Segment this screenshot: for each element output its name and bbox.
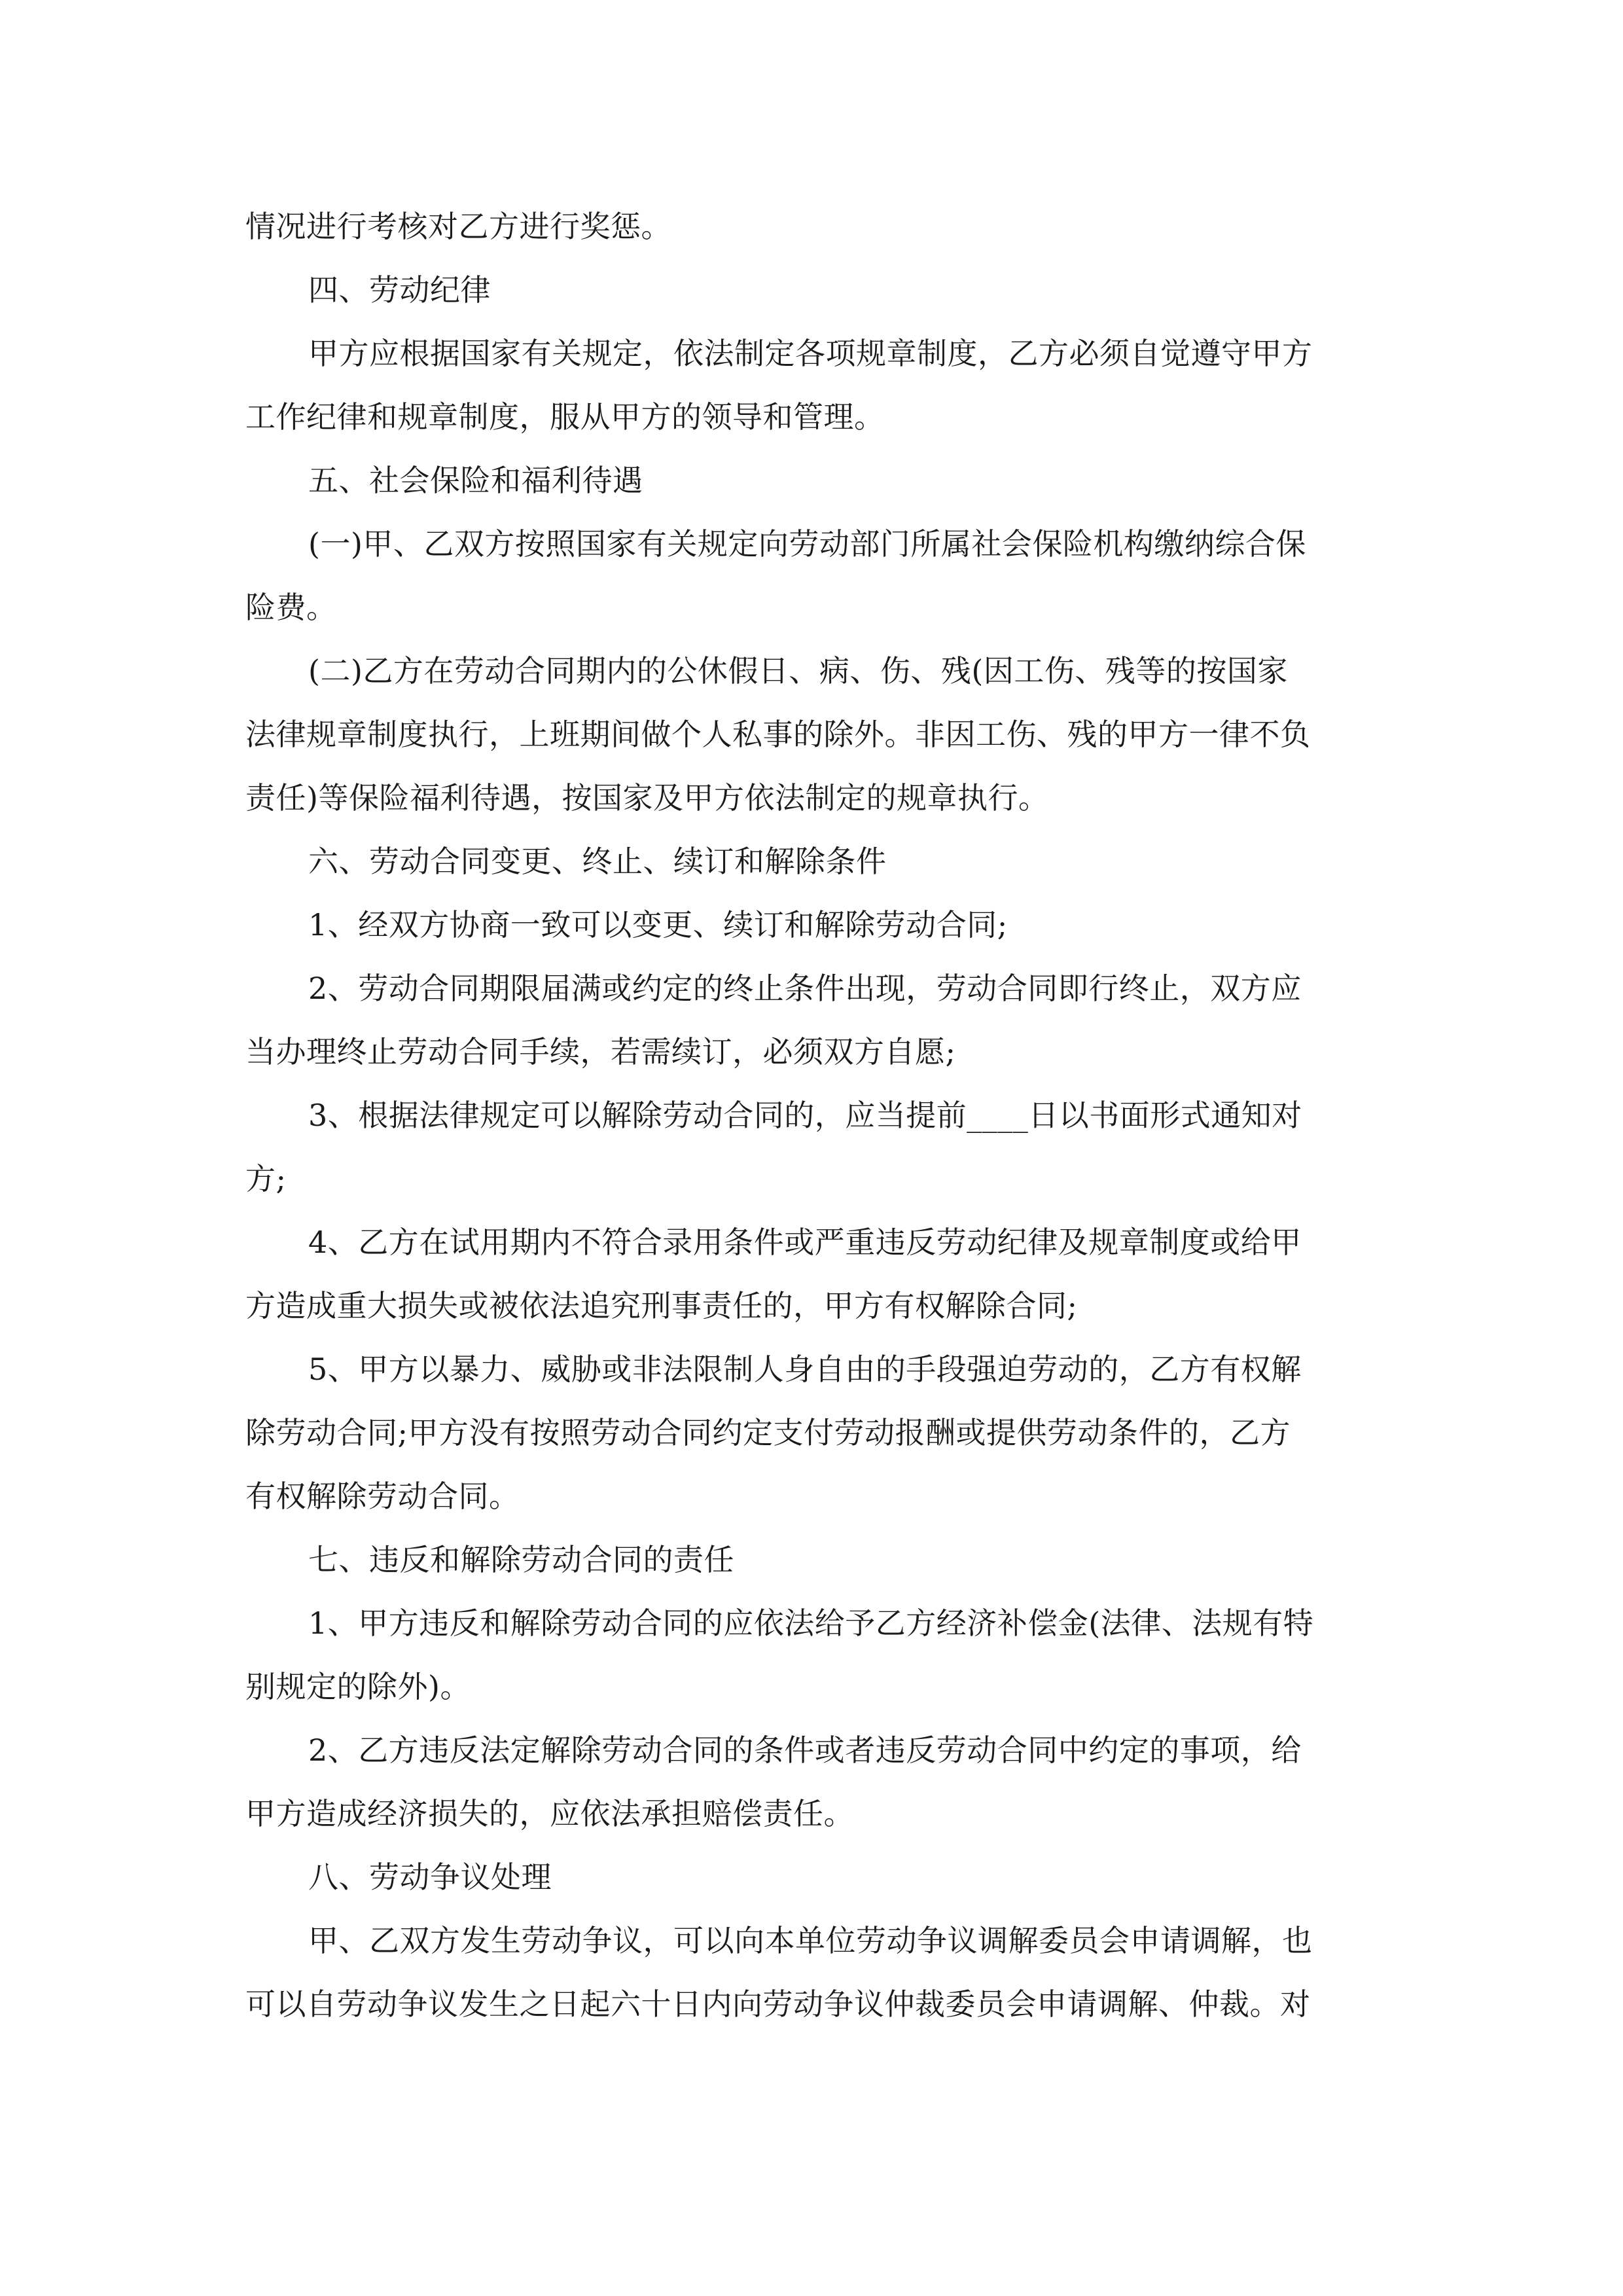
paragraph-line: 甲方造成经济损失的，应依法承担赔偿责任。: [245, 1796, 854, 1831]
paragraph-line: 方;: [245, 1161, 287, 1196]
paragraph-line: 情况进行考核对乙方进行奖惩。: [245, 209, 671, 244]
paragraph-line: 3、根据法律规定可以解除劳动合同的，应当提前____日以书面形式通知对: [308, 1098, 1302, 1133]
section-heading: 七、违反和解除劳动合同的责任: [308, 1542, 734, 1577]
paragraph-line: 法律规章制度执行，上班期间做个人私事的除外。非因工伤、残的甲方一律不负: [245, 717, 1311, 752]
paragraph-line: 甲方应根据国家有关规定，依法制定各项规章制度，乙方必须自觉遵守甲方: [308, 336, 1313, 371]
section-heading: 四、劳动纪律: [308, 272, 491, 308]
paragraph-line: 甲、乙双方发生劳动争议，可以向本单位劳动争议调解委员会申请调解，也: [308, 1923, 1313, 1958]
section-heading: 八、劳动争议处理: [308, 1859, 552, 1895]
paragraph-line: 当办理终止劳动合同手续，若需续订，必须双方自愿;: [245, 1034, 956, 1069]
paragraph-line: (二)乙方在劳动合同期内的公休假日、病、伤、残(因工伤、残等的按国家: [308, 653, 1288, 689]
paragraph-line: 1、甲方违反和解除劳动合同的应依法给予乙方经济补偿金(法律、法规有特: [308, 1605, 1314, 1641]
paragraph-line: 有权解除劳动合同。: [245, 1479, 520, 1514]
paragraph-line: 5、甲方以暴力、威胁或非法限制人身自由的手段强迫劳动的，乙方有权解: [308, 1352, 1302, 1387]
paragraph-line: 除劳动合同;甲方没有按照劳动合同约定支付劳动报酬或提供劳动条件的，乙方: [245, 1415, 1291, 1450]
paragraph-line: 4、乙方在试用期内不符合录用条件或严重违反劳动纪律及规章制度或给甲: [308, 1225, 1302, 1260]
paragraph-line: 2、乙方违反法定解除劳动合同的条件或者违反劳动合同中约定的事项，给: [308, 1732, 1302, 1768]
document-body: [245, 195, 1378, 2036]
paragraph-line: 方造成重大损失或被依法追究刑事责任的，甲方有权解除合同;: [245, 1288, 1078, 1323]
section-heading: 五、社会保险和福利待遇: [308, 463, 643, 498]
paragraph-line: 别规定的除外)。: [245, 1669, 471, 1704]
paragraph-line: 2、劳动合同期限届满或约定的终止条件出现，劳动合同即行终止，双方应: [308, 971, 1302, 1006]
section-heading: 六、劳动合同变更、终止、续订和解除条件: [308, 844, 887, 879]
paragraph-line: 责任)等保险福利待遇，按国家及甲方依法制定的规章执行。: [245, 780, 1049, 816]
paragraph-line: 险费。: [245, 590, 337, 625]
paragraph-line: 1、经双方协商一致可以变更、续订和解除劳动合同;: [308, 907, 1008, 942]
paragraph-line: 工作纪律和规章制度，服从甲方的领导和管理。: [245, 399, 885, 435]
paragraph-line: 可以自劳动争议发生之日起六十日内向劳动争议仲裁委员会申请调解、仲裁。对: [245, 1986, 1311, 2022]
paragraph-line: (一)甲、乙双方按照国家有关规定向劳动部门所属社会保险机构缴纳综合保: [308, 526, 1306, 562]
